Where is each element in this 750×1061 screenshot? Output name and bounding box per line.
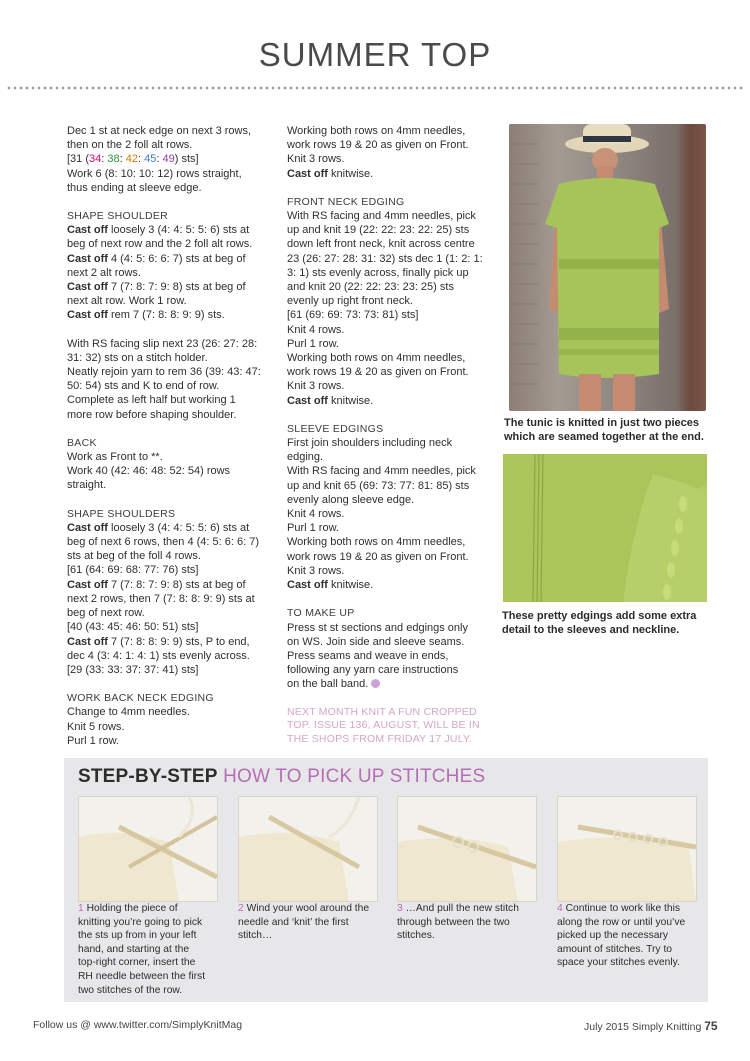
text-line: thus ending at sleeve edge. — [67, 181, 202, 194]
section-heading: SHAPE SHOULDERS — [67, 507, 176, 520]
text-line: Complete as left half but working 1 — [67, 394, 236, 407]
text-line: beg of next row. — [67, 607, 145, 620]
text-line: Knit 3 rows. — [287, 153, 345, 166]
text-line: up and knit 65 (69: 73: 77: 81: 85) sts — [287, 479, 470, 492]
step-4-illustration — [558, 797, 696, 901]
step-2-photo — [238, 796, 378, 902]
text-line: down left front neck, knit across centre — [287, 238, 475, 251]
text-line: next 2 rows, then 7 (7: 8: 8: 9: 9) sts at — [67, 592, 255, 605]
text-line: next alt row. Work 1 row. — [67, 295, 187, 308]
photo-caption-1: The tunic is knitted in just two pieces which are seamed together at the end. — [504, 417, 704, 443]
pattern-column-2 — [287, 124, 487, 746]
text-line: Change to 4mm needles. — [67, 706, 190, 719]
text-line: Press st st sections and edgings only — [287, 621, 468, 634]
text-line: Knit 4 rows. — [287, 508, 345, 521]
text-line: work rows 19 & 20 as given on Front. — [287, 550, 469, 563]
text-line: sts at beg of the foll 4 rows. — [67, 550, 201, 563]
pattern-column-1 — [67, 124, 277, 748]
text-line: With RS facing and 4mm needles, pick — [287, 465, 476, 478]
text-line: Cast off knitwise. — [287, 167, 374, 180]
tunic-photo — [509, 124, 706, 411]
text-line: Knit 3 rows. — [287, 380, 345, 393]
step-2-text: 2 Wind your wool around the needle and ‘knit’ the first stitch… — [238, 903, 370, 942]
section-heading: SHAPE SHOULDER — [67, 210, 169, 223]
text-line: Purl 1 row. — [67, 734, 119, 747]
step-4-text: 4 Continue to work like this along the row or until you’ve picked up the necessary amount of stitches. Try to space your stitches evenly. — [557, 903, 686, 969]
section-heading: FRONT NECK EDGING — [287, 195, 405, 208]
text-line: Work as Front to **. — [67, 451, 163, 464]
text-line: First join shoulders including neck — [287, 437, 453, 450]
text-line: Working both rows on 4mm needles, — [287, 352, 466, 365]
text-line: 23 (26: 27: 28: 31: 32) sts dec 1 (1: 2: 1: — [287, 252, 483, 265]
text-line: up and knit 19 (22: 22: 23: 22: 25) sts — [287, 224, 470, 237]
step-1-photo — [78, 796, 218, 902]
text-line: Knit 5 rows. — [67, 720, 125, 733]
step-3-photo — [397, 796, 537, 902]
text-line: [31 (34: 38: 42: 45: 49) sts] — [67, 153, 199, 166]
dotted-divider — [6, 86, 744, 90]
text-line: Cast off 7 (7: 8: 7: 9: 8) sts at beg of — [67, 281, 246, 294]
footer-issue: July 2015 Simply Knitting 75 — [584, 1019, 718, 1033]
text-line: edging. — [287, 451, 324, 464]
text-line: next 2 alt rows. — [67, 266, 141, 279]
text-line: Cast off 4 (4: 5: 6: 6: 7) sts at beg of — [67, 252, 246, 265]
step-by-step-title: STEP-BY-STEP HOW TO PICK UP STITCHES — [78, 766, 486, 787]
text-line: Knit 3 rows. — [287, 564, 345, 577]
text-line: following any yarn care instructions — [287, 664, 459, 677]
text-line: Working both rows on 4mm needles, — [287, 536, 466, 549]
text-line: [61 (69: 69: 73: 73: 81) sts] — [287, 309, 419, 322]
text-line: Work 6 (8: 10: 10: 12) rows straight, — [67, 167, 242, 180]
section-heading: WORK BACK NECK EDGING — [67, 692, 214, 705]
text-line: work rows 19 & 20 as given on Front. — [287, 366, 469, 379]
step-1-text: 1 Holding the piece of knitting you’re going to pick the sts up from in your left hand, and starting at the top-right corner, insert the RH needle between the first two stitches of the row. — [78, 903, 206, 996]
page-title: SUMMER TOP — [258, 36, 492, 73]
text-line: Dec 1 st at neck edge on next 3 rows, — [67, 125, 252, 137]
text-line: Cast off knitwise. — [287, 394, 374, 407]
step-1-illustration — [79, 797, 217, 901]
text-line: With RS facing slip next 23 (26: 27: 28: — [67, 337, 258, 350]
section-heading: BACK — [67, 436, 97, 449]
text-line: Working both rows on 4mm needles, — [287, 125, 466, 137]
text-line: 31: 32) sts on a stitch holder. — [67, 351, 208, 364]
text-line: straight. — [67, 479, 107, 492]
step-2-illustration — [239, 797, 377, 901]
photo-caption-2: These pretty edgings add some extra detail to the sleeves and neckline. — [502, 610, 697, 636]
text-line: [61 (64: 69: 68: 77: 76) sts] — [67, 564, 199, 577]
text-line: more row before shaping shoulder. — [67, 408, 237, 421]
text-line: [29 (33: 33: 37: 37: 41) sts] — [67, 663, 199, 676]
text-line: then on the 2 foll alt rows. — [67, 139, 193, 152]
text-line: Purl 1 row. — [287, 522, 339, 535]
text-line: on the ball band. — [287, 677, 487, 691]
text-line: Knit 4 rows. — [287, 323, 345, 336]
text-line: evenly along sleeve edge. — [287, 493, 415, 506]
next-month-promo: THE SHOPS FROM FRIDAY 17 JULY. — [287, 732, 472, 745]
step-3-text: 3 …And pull the new stitch through between the two stitches. — [397, 903, 519, 942]
step-3-illustration — [398, 797, 536, 901]
text-line: Cast off 7 (7: 8: 7: 9: 8) sts at beg of — [67, 578, 246, 591]
text-line: Cast off rem 7 (7: 8: 8: 9: 9) sts. — [67, 309, 225, 322]
text-line: Work 40 (42: 46: 48: 52: 54) rows — [67, 465, 231, 478]
text-line: dec 4 (3: 4: 1: 4: 1) sts evenly across. — [67, 649, 250, 662]
text-line: beg of next 6 rows, then 4 (4: 5: 6: 6: 7) — [67, 536, 260, 549]
section-heading: TO MAKE UP — [287, 607, 355, 620]
page-number: 75 — [704, 1019, 718, 1033]
text-line: 3: 1) sts evenly across, finally pick up — [287, 266, 469, 279]
text-line: Cast off knitwise. — [287, 579, 374, 592]
text-line: Neatly rejoin yarn to rem 36 (39: 43: 47: — [67, 366, 261, 379]
text-line: on WS. Join side and sleeve seams. — [287, 635, 465, 648]
edging-illustration — [503, 454, 707, 602]
text-line: work rows 19 & 20 as given on Front. — [287, 139, 469, 152]
text-line: 50: 54) sts and K to end of row. — [67, 380, 220, 393]
text-line: [40 (43: 45: 46: 50: 51) sts] — [67, 621, 199, 634]
text-line: Cast off loosely 3 (4: 4: 5: 5: 6) sts at — [67, 521, 250, 534]
next-month-promo: TOP. ISSUE 136, AUGUST, WILL BE IN — [287, 719, 480, 732]
text-line: beg of next row and the 2 foll alt rows. — [67, 238, 253, 251]
text-line: Purl 1 row. — [287, 337, 339, 350]
text-line: Press seams and weave in ends, — [287, 649, 449, 662]
text-line: Cast off loosely 3 (4: 4: 5: 5: 6) sts at — [67, 224, 250, 237]
edging-detail-photo — [503, 454, 707, 602]
footer-twitter-link[interactable]: Follow us @ www.twitter.com/SimplyKnitMag — [33, 1019, 243, 1031]
text-line: and knit 20 (22: 22: 23: 23: 25) sts — [287, 281, 454, 294]
section-heading: SLEEVE EDGINGS — [287, 422, 384, 435]
text-line: With RS facing and 4mm needles, pick — [287, 210, 476, 223]
text-line: Cast off 7 (7: 8: 8: 9: 9) sts, P to end, — [67, 635, 250, 648]
next-month-promo: NEXT MONTH KNIT A FUN CROPPED — [287, 705, 477, 718]
yarn-ball-icon — [371, 679, 380, 688]
step-4-photo — [557, 796, 697, 902]
tunic-illustration — [509, 124, 706, 411]
text-line: evenly up right front neck. — [287, 295, 413, 308]
